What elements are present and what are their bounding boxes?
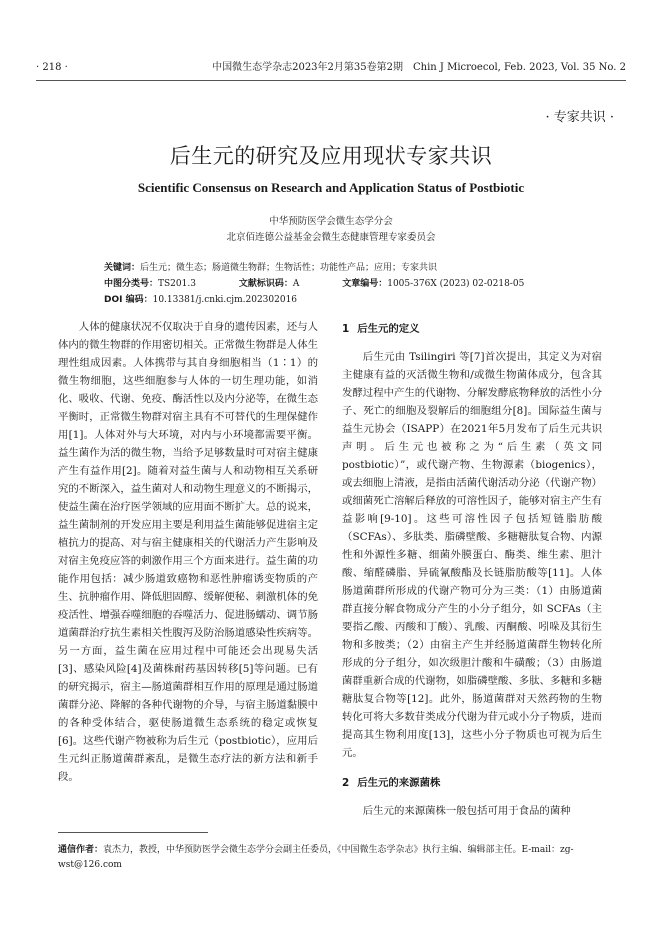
footnote-rule xyxy=(58,832,208,833)
classification-line xyxy=(104,276,622,289)
keywords-line xyxy=(104,260,622,273)
doc-code-value: A xyxy=(292,279,300,289)
right-column xyxy=(342,318,602,820)
section-1-paragraph: 后生元由 Tsilingiri 等[7]首次提出，其定义为对宿主健康有益的灭活微生物和/或微生物菌体成分，包含其发酵过程中产生的代谢物、分解发酵底物释放的活性小分子、死亡的细胞及裂解后的细胞组分[8]。国际益生菌与益生元协会（ISAPP）在2021年5月发布了后生元共识声明。后生元也被称之为“后生素（英文同 postbiotic）”，或代谢产物、生物源素（biogenics），或去细胞上清液，是指由活菌代谢活动分泌（代谢产物）或细菌死亡溶解后释放的可溶性因子，能够对宿主产生有益影响[9-10]。这些可溶性因子包括短链脂肪酸（SCFAs）、多肽类、脂磷壁酸、多糖糖肽复合物、内源性和外源性多糖、细菌外膜蛋白、酶类、维生素、胆汁酸、缩醛磷脂、异硫氰酸酯及长链脂肪酸等[11]。人体肠道菌群所形成的代谢产物可分为三类：（1）由肠道菌群直接分解食物成分产生的小分子组分，如 SCFAs（主要指乙酸、丙酸和丁酸）、乳酸、丙酮酸、吲哚及其衍生物和多胺类；（2）由宿主产生并经肠道菌群生物转化所形成的分子组分，如次级胆汁酸和牛磺酸；（3）由肠道菌群重新合成的代谢物，如脂磷壁酸、多肽、多糖和多糖糖肽复合物等[12]。此外，肠道菌群对天然药物的生物转化可将大多数苷类成分代谢为苷元或小分子物质，进而提高其生物利用度[13]，这些小分子物质也可视为后生元。 xyxy=(342,351,602,759)
left-column xyxy=(58,318,318,786)
article-no-value: 1005-376X (2023) 02-0218-05 xyxy=(387,279,525,289)
doi-label: DOI 编码： xyxy=(104,295,153,305)
section-1-number: 1 xyxy=(342,323,350,335)
footnote-text: 袁杰力，教授，中华预防医学会微生态学分会副主任委员，《中国微生态学杂志》执行主编、编辑部主任。E-mail：zg-wst@126.com xyxy=(58,845,574,870)
page-number: · 218 · xyxy=(36,62,68,73)
section-2-paragraph: 后生元的来源菌株一般包括可用于食品的菌种 xyxy=(362,805,571,817)
header-rule xyxy=(36,80,626,81)
corresponding-author-note xyxy=(58,843,616,873)
intro-paragraph: 人体的健康状况不仅取决于自身的遗传因素，还与人体内的微生物群的作用密切相关。正常微生物群是人体生理性组成因素。人体携带与其自身细胞相当（1∶1）的微生物细胞，这些细胞参与人体的一切生理功能，如消化、吸收、代谢、免疫、酶活性以及内分泌等，在微生态平衡时，正常微生物群对宿主具有不可替代的生理保健作用[1]。人体对外与大环境，对内与小环境都需要平衡。益生菌作为活的微生物，当给予足够数量时可对宿主健康产生有益作用[2]。随着对益生菌与人和动物相互关系研究的不断深入，益生菌对人和动物生理意义的不断揭示，使益生菌在治疗医学领域的应用面不断扩大。总的说来，益生菌制剂的开发应用主要是利用益生菌能够促进宿主定植抗力的提高、对与宿主健康相关的代谢活力产生影响及对宿主免疫应答的刺激作用三个方面来进行。益生菌的功能作用包括：减少肠道致癌物和恶性肿瘤诱变物质的产生、抗肿瘤作用、降低胆固醇、缓解便秘、刺激机体的免疫活性、增强吞噬细胞的吞噬活力、促进肠蠕动、调节肠道菌群治疗抗生素相关性腹泻及防治肠道感染性疾病等。另一方面，益生菌在应用过程中可能还会出现易失活[3]、感染风险[4]及菌株耐药基因转移[5]等问题。已有的研究揭示，宿主—肠道菌群相互作用的原理是通过肠道菌群分泌、降解的各种代谢物的介导，与宿主肠道黏膜中的各种受体结合，驱使肠道微生态系统的稳定或恢复[6]。这些代谢产物被称为后生元（postbiotic），应用后生元纠正肠道菌群紊乱，是微生态疗法的新方法和新手段。 xyxy=(58,321,318,783)
footnote-label: 通信作者： xyxy=(58,845,104,855)
doi-value: 10.13381/j.cnki.cjm.202302016 xyxy=(152,295,298,305)
doc-code-label: 文献标识码： xyxy=(238,279,293,289)
keywords-label: 关键词： xyxy=(104,263,141,273)
title-chinese: 后生元的研究及应用现状专家共识 xyxy=(169,144,493,168)
journal-citation: 中国微生态学杂志2023年2月第35卷第2期 Chin J Microecol, Feb. 2023, Vol. 35 No. 2 xyxy=(212,62,626,73)
section-1-heading xyxy=(342,320,602,338)
clc-label: 中图分类号： xyxy=(104,279,159,289)
running-head xyxy=(36,60,626,76)
title-english: Scientific Consensus on Research and Application Status of Postbiotic xyxy=(137,180,525,195)
section-2-number: 2 xyxy=(342,777,350,789)
section-1-title: 后生元的定义 xyxy=(357,323,420,335)
section-tag: · 专家共识 · xyxy=(545,110,614,125)
article-no-label: 文章编号： xyxy=(342,279,388,289)
keywords-value: 后生元；微生态；肠道微生物群；生物活性；功能性产品；应用；专家共识 xyxy=(140,263,438,273)
doi-line xyxy=(104,292,622,305)
section-2-title: 后生元的来源菌株 xyxy=(357,777,441,789)
author-org-1: 中华预防医学会微生态学分会 xyxy=(269,216,393,227)
clc-value: TS201.3 xyxy=(158,279,196,289)
author-org-2: 北京佰连德公益基金会微生态健康管理专家委员会 xyxy=(226,232,436,243)
section-2-heading xyxy=(342,774,602,792)
